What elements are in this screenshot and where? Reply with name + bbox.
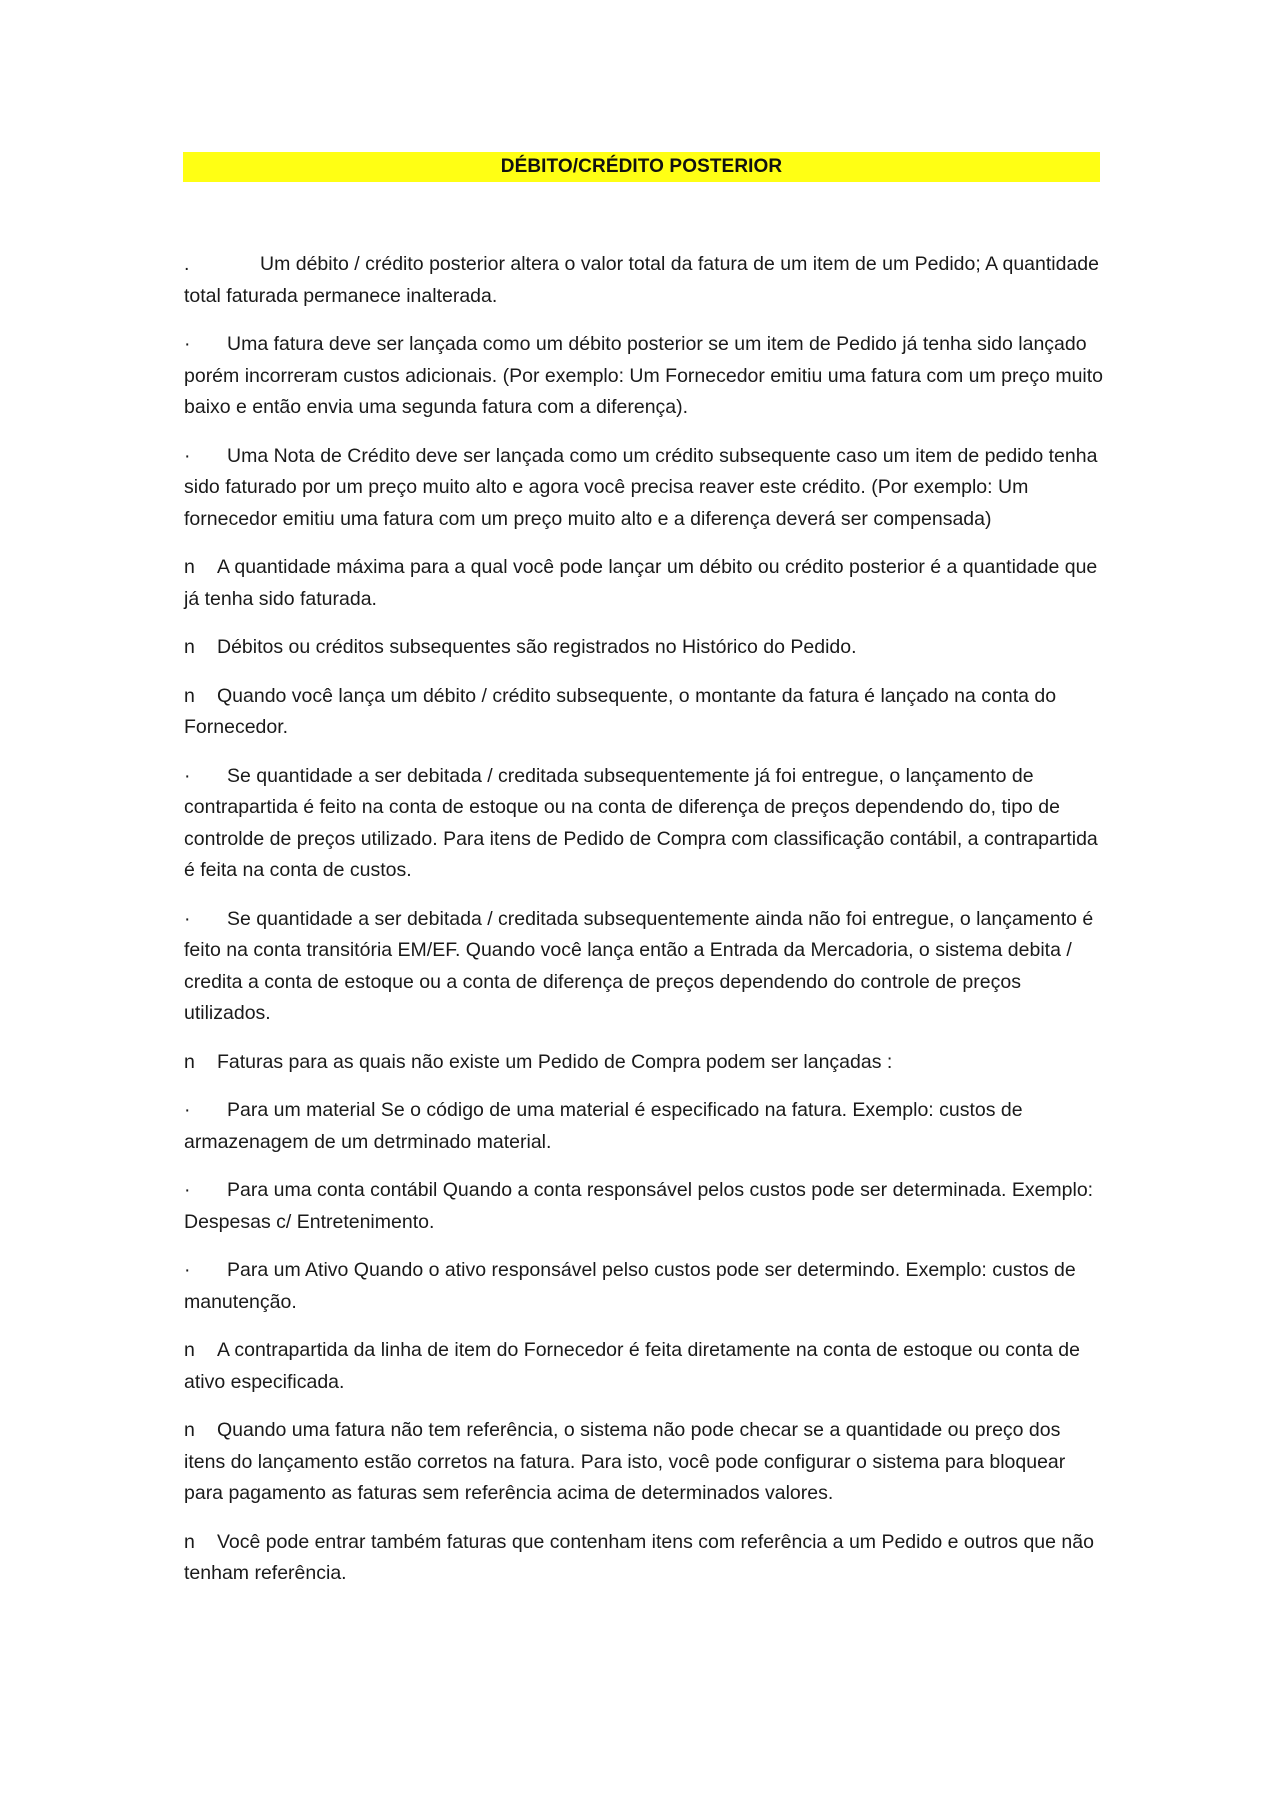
paragraph-marker: · <box>184 1099 191 1121</box>
paragraph-text: A quantidade máxima para a qual você pode lançar um débito ou crédito posterior é a quantidade que já tenha sido faturada. <box>184 556 1098 610</box>
paragraph <box>184 904 1104 1030</box>
paragraph <box>184 1047 1104 1079</box>
paragraph-marker: n <box>184 684 195 707</box>
paragraph-marker: · <box>184 764 191 787</box>
paragraph-marker: n <box>184 1339 195 1361</box>
paragraph-marker: · <box>184 1179 191 1201</box>
paragraph <box>184 1527 1104 1590</box>
paragraph-text: Uma fatura deve ser lançada como um débito posterior se um item de Pedido já tenha sido lançado porém incorreram custos adicionais. (Por exemplo: Um Fornecedor emitiu uma fatura com um preço muito baixo e então envia uma segunda fatura com a diferença). <box>184 333 1104 418</box>
paragraph <box>184 329 1104 424</box>
paragraph-text: Débitos ou créditos subsequentes são registrados no Histórico do Pedido. <box>217 636 857 658</box>
paragraph-text: Você pode entrar também faturas que contenham itens com referência a um Pedido e outros que não tenham referência. <box>184 1530 1094 1584</box>
paragraph-text: Se quantidade a ser debitada / creditada subsequentemente já foi entregue, o lançamento de contrapartida é feito na conta de estoque ou na conta de diferença de preços dependendo do, tipo de controlde de preços utilizado. Para itens de Pedido de Compra com classificação contábil, a contrapartida é feita na conta de custos. <box>184 764 1098 881</box>
paragraph-marker: · <box>184 907 191 930</box>
paragraph-marker: n <box>184 1530 195 1553</box>
paragraph-text: Para um material Se o código de uma material é especificado na fatura. Exemplo: custos de armazenagem de um detrminado material. <box>184 1099 1023 1153</box>
paragraph <box>184 1175 1104 1238</box>
paragraph-text: Se quantidade a ser debitada / creditada subsequentemente ainda não foi entregue, o lançamento é feito na conta transitória EM/EF. Quando você lança então a Entrada da Mercadoria, o sistema debita / credita a conta de estoque ou a conta de diferença de preços dependendo do controle de preços utilizados. <box>184 907 1094 1024</box>
paragraph <box>184 681 1104 744</box>
paragraph-text: Faturas para as quais não existe um Pedido de Compra podem ser lançadas : <box>217 1050 893 1073</box>
paragraph-marker: · <box>184 1259 191 1281</box>
paragraph-text: Uma Nota de Crédito deve ser lançada como um crédito subsequente caso um item de pedido tenha sido faturado por um preço muito alto e agora você precisa reaver este crédito. (Por exemplo: Um fornecedor emitiu uma fatura com um preço muito alto e a diferença deverá ser compensada) <box>184 444 1098 530</box>
paragraph <box>184 632 1104 664</box>
paragraph <box>184 552 1104 615</box>
title-highlight-band <box>183 152 1100 182</box>
paragraph <box>184 1255 1104 1318</box>
paragraph-text: Um débito / crédito posterior altera o valor total da fatura de um item de um Pedido; A quantidade total faturada permanece inalterada. <box>184 253 1099 307</box>
paragraph-marker: · <box>184 444 191 467</box>
paragraph <box>184 761 1104 887</box>
paragraph-text: A contrapartida da linha de item do Fornecedor é feita diretamente na conta de estoque ou conta de ativo especificada. <box>184 1339 1080 1393</box>
paragraph <box>184 1415 1104 1510</box>
paragraph-text: Quando você lança um débito / crédito subsequente, o montante da fatura é lançado na conta do Fornecedor. <box>184 684 1057 738</box>
paragraph <box>184 441 1104 536</box>
paragraph <box>184 1095 1104 1158</box>
paragraph <box>184 1335 1104 1398</box>
document-title: DÉBITO/CRÉDITO POSTERIOR <box>500 156 783 177</box>
paragraph-text: Quando uma fatura não tem referência, o sistema não pode checar se a quantidade ou preço dos itens do lançamento estão corretos na fatura. Para isto, você pode configurar o sistema para bloquear para pagamento as faturas sem referência acima de determinados valores. <box>184 1419 1066 1504</box>
paragraph <box>184 249 1104 312</box>
document-body <box>184 249 1104 1607</box>
paragraph-marker: · <box>184 333 191 355</box>
paragraph-text: Para um Ativo Quando o ativo responsável pelso custos pode ser determindo. Exemplo: custos de manutenção. <box>184 1259 1076 1313</box>
paragraph-marker: n <box>184 556 195 578</box>
paragraph-marker: n <box>184 1419 195 1441</box>
paragraph-marker: . <box>184 253 190 275</box>
paragraph-marker: n <box>184 1050 195 1073</box>
paragraph-text: Para uma conta contábil Quando a conta responsável pelos custos pode ser determinada. Exemplo: Despesas c/ Entretenimento. <box>184 1179 1094 1233</box>
paragraph-marker: n <box>184 636 195 658</box>
